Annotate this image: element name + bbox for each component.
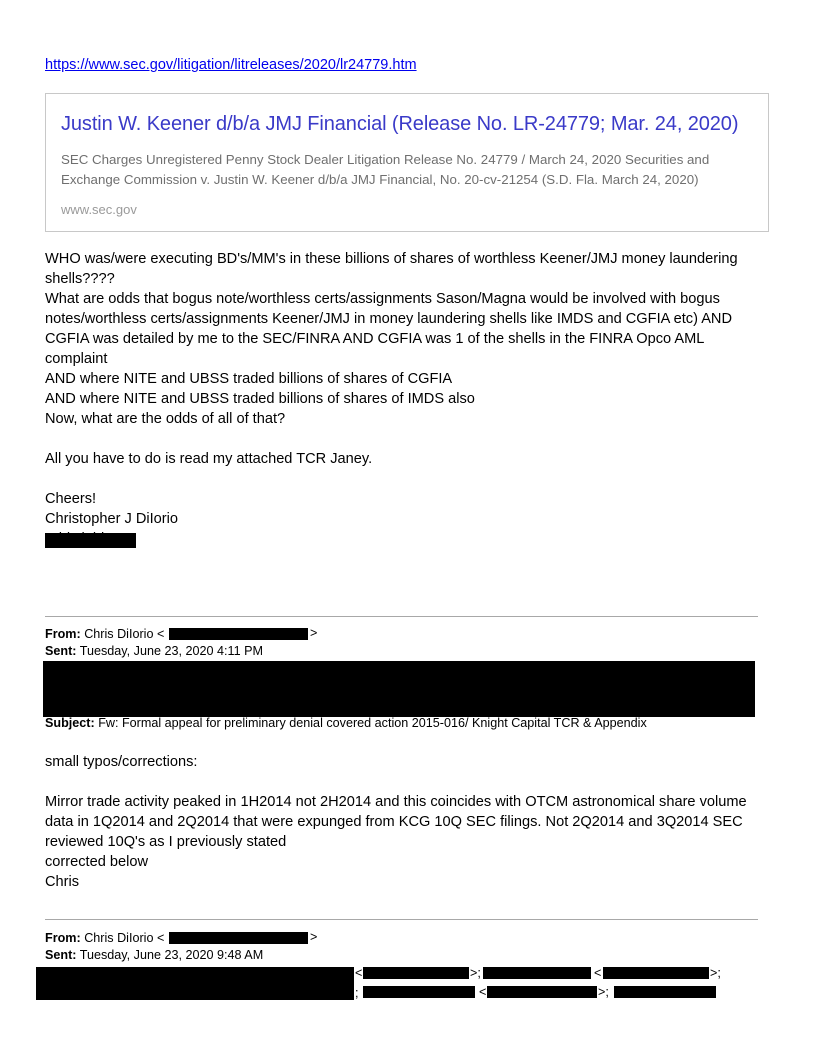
preview-title[interactable]: Justin W. Keener d/b/a JMJ Financial (Release No. LR-24779; Mar. 24, 2020) bbox=[61, 113, 739, 135]
recipient-separator: >; bbox=[598, 985, 609, 999]
body-line: WHO was/were executing BD's/MM's in these billions of shares of worthless Keener/JMJ money laundering shells???? bbox=[45, 251, 738, 287]
sec-release-link[interactable]: https://www.sec.gov/litigation/litreleases/2020/lr24779.htm bbox=[45, 57, 417, 73]
preview-domain: www.sec.gov bbox=[61, 202, 137, 217]
from-label: From: bbox=[45, 931, 81, 945]
from-label: From: bbox=[45, 627, 81, 641]
body-corrected: corrected below bbox=[45, 854, 149, 870]
redaction-address bbox=[363, 967, 469, 979]
from-value: Chris DiIorio < bbox=[84, 931, 165, 945]
redaction-email bbox=[169, 628, 308, 640]
from-close: > bbox=[310, 626, 318, 640]
sender-name: Christopher J DiIorio bbox=[45, 511, 179, 527]
from-close: > bbox=[310, 930, 318, 944]
from-line bbox=[45, 626, 164, 642]
redaction-signature bbox=[45, 533, 136, 548]
sent-label: Sent: bbox=[45, 644, 77, 658]
divider bbox=[45, 616, 758, 617]
redaction-email bbox=[169, 932, 308, 944]
sent-value: Tuesday, June 23, 2020 4:11 PM bbox=[79, 644, 263, 658]
redaction-name bbox=[483, 967, 591, 979]
redaction-address bbox=[603, 967, 709, 979]
preview-description: SEC Charges Unregistered Penny Stock Dealer Litigation Release No. 24779 / March 24, 2020 Securities and Exchange Commission v. Justin W. Keener d/b/a JMJ Financial, No. 20-cv-21254 (S.D. Fla. March 24, 2020) bbox=[61, 152, 710, 187]
sent-line bbox=[45, 947, 263, 963]
sent-value: Tuesday, June 23, 2020 9:48 AM bbox=[79, 948, 264, 962]
redaction-address bbox=[487, 986, 597, 998]
sender-role bbox=[45, 529, 765, 549]
recipient-separator: < bbox=[355, 966, 363, 980]
divider bbox=[45, 919, 758, 920]
recipient-separator: >; bbox=[470, 966, 481, 980]
from-line bbox=[45, 930, 164, 946]
redaction-name bbox=[363, 986, 475, 998]
body-line: What are odds that bogus note/worthless certs/assignments Sason/Magna would be involved with bogus notes/worthless certs/assignments Keener/JMJ in money laundering shells like IMDS and CGFIA etc) AND CGFIA was detailed by me to the SEC/FINRA AND CGFIA was 1 of the shells in the FINRA Opco AML complaint bbox=[45, 291, 733, 367]
recipient-separator: < bbox=[479, 985, 487, 999]
body-sign: Chris bbox=[45, 874, 80, 890]
subject-value: Fw: Formal appeal for preliminary denial covered action 2015-016/ Knight Capital TCR & Appendix bbox=[98, 716, 647, 730]
body-read-line: All you have to do is read my attached TCR Janey. bbox=[45, 451, 373, 467]
subject-label: Subject: bbox=[45, 716, 95, 730]
recipient-separator: ; bbox=[355, 986, 359, 1000]
recipient-separator: >; bbox=[710, 966, 721, 980]
sent-label: Sent: bbox=[45, 948, 77, 962]
link-preview-card[interactable] bbox=[45, 93, 769, 232]
body-paragraph: Mirror trade activity peaked in 1H2014 not 2H2014 and this coincides with OTCM astronomical share volume data in 1Q2014 and 2Q2014 that were expunged from KCG 10Q SEC filings. Not 2Q2014 and 3Q2014 SEC reviewed 10Q's as I previously stated bbox=[45, 794, 747, 850]
body-line: AND where NITE and UBSS traded billions of shares of CGFIA bbox=[45, 371, 453, 387]
body-line: AND where NITE and UBSS traded billions of shares of IMDS also bbox=[45, 391, 475, 407]
from-value: Chris DiIorio < bbox=[84, 627, 165, 641]
sent-line bbox=[45, 643, 263, 659]
email-body bbox=[45, 249, 765, 549]
body-intro: small typos/corrections: bbox=[45, 754, 198, 770]
body-line: Now, what are the odds of all of that? bbox=[45, 411, 286, 427]
redaction-recipients bbox=[36, 967, 354, 1000]
recipient-separator: < bbox=[594, 966, 602, 980]
email1-body bbox=[45, 752, 765, 892]
subject-line bbox=[45, 715, 647, 731]
redaction-name bbox=[614, 986, 716, 998]
redaction-recipients bbox=[43, 661, 755, 717]
signoff: Cheers! bbox=[45, 491, 97, 507]
